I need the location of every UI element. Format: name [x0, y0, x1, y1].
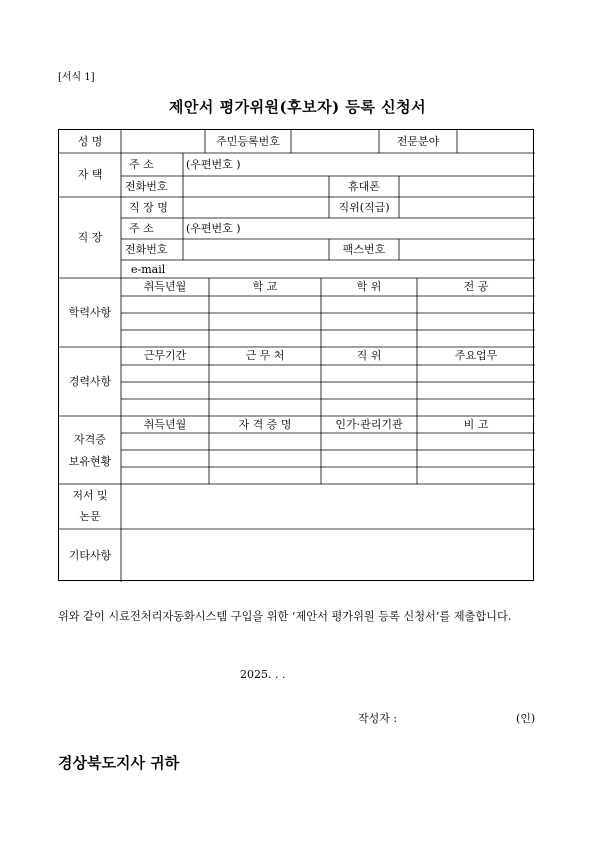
education-header-school: 학 교 — [252, 280, 278, 293]
education-header-major: 전 공 — [463, 280, 489, 293]
declaration-text: 위와 같이 시료전처리자동화시스템 구입을 위한 ‘제안서 평가위원 등록 신청서’를 제출합니다. — [58, 610, 512, 623]
cert-header-name: 자 격 증 명 — [238, 418, 292, 431]
work-email-field[interactable] — [184, 261, 534, 277]
education-header-date: 취득년월 — [143, 280, 187, 293]
work-address-field[interactable]: (우편번호 ) — [186, 222, 241, 235]
work-email-label: e-mail — [131, 263, 166, 276]
career-section-label: 경력사항 — [68, 375, 112, 388]
other-label: 기타사항 — [68, 549, 112, 562]
career-header-duties: 주요업무 — [454, 349, 498, 362]
work-company-field[interactable] — [184, 198, 328, 217]
education-entry-area[interactable] — [122, 297, 534, 346]
career-entry-area[interactable] — [122, 366, 534, 415]
work-phone-field[interactable] — [184, 240, 328, 259]
education-section-label: 학력사항 — [68, 306, 112, 319]
cert-section-label-line2: 보유현황 — [68, 455, 112, 468]
work-phone-label: 전화번호 — [125, 243, 168, 256]
cert-section-label-line1: 자격증 — [74, 433, 106, 446]
other-field[interactable] — [122, 530, 534, 580]
work-section-label: 직 장 — [77, 231, 103, 244]
papers-field[interactable] — [122, 485, 534, 528]
home-mobile-label: 휴대폰 — [348, 180, 380, 193]
work-fax-field[interactable] — [400, 240, 534, 259]
signature-label: 작성자 : — [358, 712, 398, 725]
home-address-label: 주 소 — [129, 158, 154, 171]
home-mobile-field[interactable] — [400, 177, 534, 196]
home-address-field[interactable]: (우편번호 ) — [186, 158, 241, 171]
cert-header-date: 취득년월 — [143, 418, 187, 431]
field-label: 전문분야 — [396, 135, 440, 148]
name-field[interactable] — [122, 131, 204, 152]
cert-header-remarks: 비 고 — [463, 418, 489, 431]
field-input[interactable] — [458, 131, 534, 152]
work-company-label: 직 장 명 — [129, 201, 168, 214]
career-header-period: 근무기간 — [143, 349, 187, 362]
career-header-position: 직 위 — [356, 349, 382, 362]
application-form-table — [58, 129, 534, 581]
name-label: 성 명 — [77, 135, 103, 148]
rrn-field[interactable] — [292, 131, 378, 152]
work-address-label: 주 소 — [129, 222, 154, 235]
cert-entry-area[interactable] — [122, 434, 534, 483]
papers-label-line2: 논문 — [79, 510, 101, 523]
home-section-label: 자 택 — [77, 168, 103, 181]
home-phone-label: 전화번호 — [125, 180, 168, 193]
work-position-field[interactable] — [400, 198, 534, 217]
papers-label-line1: 저서 및 — [72, 489, 108, 502]
work-position-label: 직위(직급) — [338, 201, 390, 214]
rrn-label: 주민등록번호 — [216, 135, 280, 148]
seal-label: (인) — [516, 712, 536, 725]
form-title: 제안서 평가위원(후보자) 등록 신청서 — [168, 98, 427, 116]
work-fax-label: 팩스번호 — [342, 243, 386, 256]
addressee: 경상북도지사 귀하 — [58, 754, 180, 772]
date-line: 2025. . . — [240, 668, 286, 681]
home-phone-field[interactable] — [184, 177, 328, 196]
education-header-degree: 학 위 — [356, 280, 382, 293]
form-number-label: [서식 1] — [58, 72, 95, 83]
cert-header-agency: 인가·관리기관 — [335, 418, 403, 431]
career-header-workplace: 근 무 처 — [245, 349, 285, 362]
